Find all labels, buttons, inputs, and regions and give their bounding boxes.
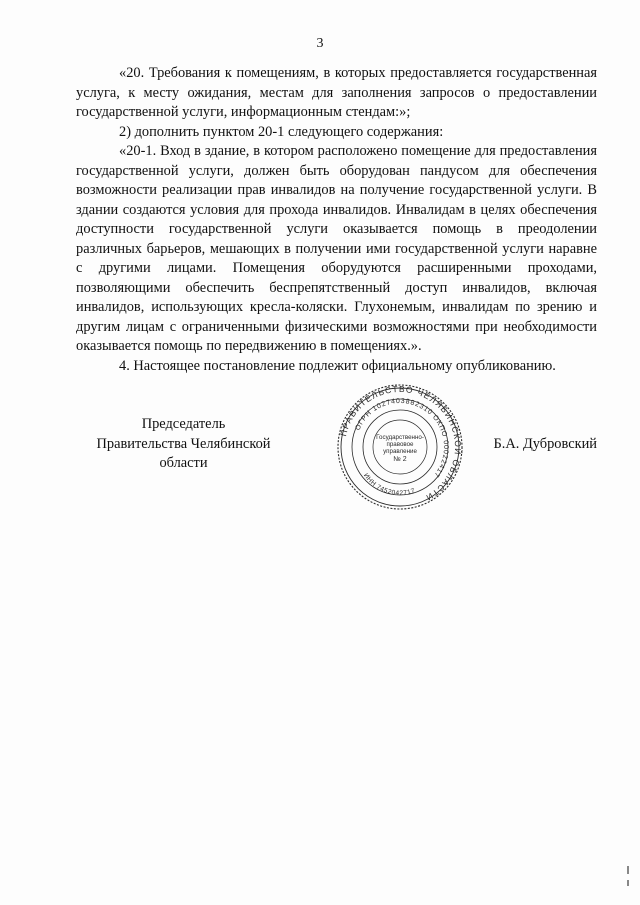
seal-graphic <box>335 382 465 512</box>
seal-center-line-1: Государственно- <box>376 434 424 441</box>
signatory-position-organization: Правительства Челябинской области <box>96 435 271 471</box>
signatory-position-title: Председатель <box>141 416 226 432</box>
signatory-name: Б.А. Дубровский <box>493 435 597 452</box>
paragraph-publication-clause: 4. Настоящее постановление подлежит официальному опубликованию. <box>119 357 556 374</box>
scan-artifact <box>627 880 629 886</box>
document-body <box>76 64 597 376</box>
seal-center-line-4: № 2 <box>393 456 407 463</box>
signatory-position <box>76 415 291 474</box>
paragraph-item-20-1: «20-1. Вход в здание, в котором расположено помещение для предоставления государственной услуги, должен быть оборудован пандусом для обеспечения возможности реализации прав инвалидов на получение государственной услуги. В здании создаются условия для прохода инвалидов. Инвалидам в целях обеспечения доступности государственной услуги оказывается помощь в преодолении различных барьеров, мешающих в получении ими государственной услуги наравне с другими лицами. Помещения оборудуются расширенными проходами, позволяющими обеспечить беспрепятственный доступ инвалидов, включая инвалидов, использующих кресла-коляски. Глухонемым, инвалидам по зрению и другим лицам с ограниченными физическими возможностями при необходимости оказывается помощь по передвижению в помещениях.». <box>76 143 597 354</box>
seal-outer-text: ПРАВИТЕЛЬСТВО ЧЕЛЯБИНСКОЙ ОБЛАСТИ <box>338 383 464 504</box>
seal-inn-text: ИНН 7452042717 <box>362 472 417 498</box>
paragraph-item-20: «20. Требования к помещениям, в которых предоставляется государственная услуга, к месту ожидания, местам для заполнения запросов о предоставлении государственной услуги, информационным стендам:»; <box>76 65 597 120</box>
seal-center-line-3: управление <box>383 448 417 455</box>
paragraph-amendment-instruction: 2) дополнить пунктом 20-1 следующего содержания: <box>119 123 444 140</box>
seal-middle-text: ОГРН 1027403882310 ОКПО 00022417 <box>354 397 450 479</box>
page-number: 3 <box>316 36 324 51</box>
scan-artifact <box>627 866 629 874</box>
seal-center-line-2: правовое <box>386 441 414 448</box>
official-seal <box>335 382 465 512</box>
